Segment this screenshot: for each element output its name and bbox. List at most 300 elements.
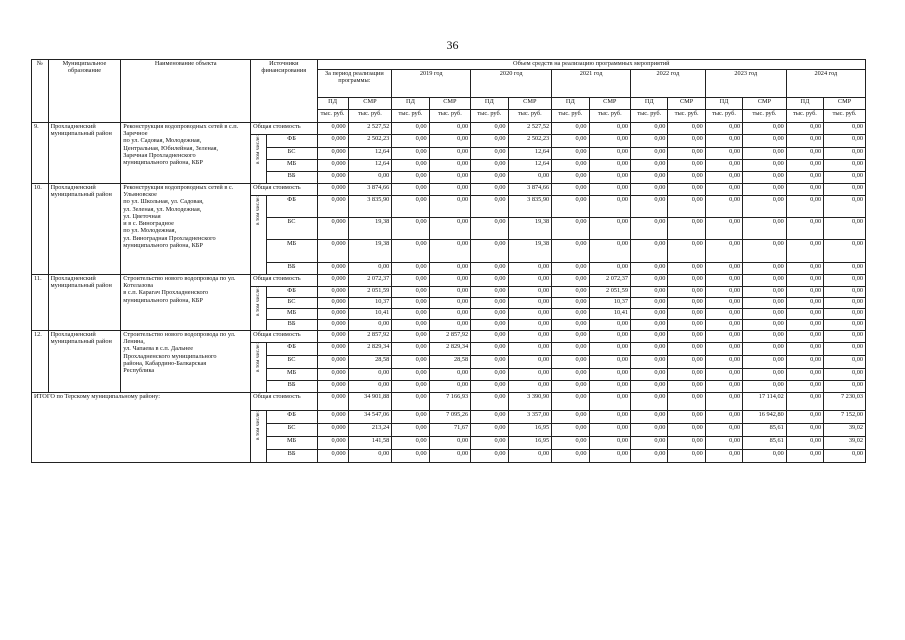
value-cell: 0,00 bbox=[429, 218, 471, 240]
value-cell: 0,00 bbox=[705, 287, 742, 298]
header-smr: СМР bbox=[743, 98, 787, 110]
value-cell: 0,00 bbox=[589, 343, 631, 356]
value-cell: 0,00 bbox=[743, 298, 787, 309]
value-cell: 0,00 bbox=[392, 411, 429, 424]
including-label bbox=[251, 135, 267, 184]
value-cell: 0,00 bbox=[705, 424, 742, 437]
header-unit: тыс. руб. bbox=[552, 110, 589, 123]
source-label: МБ bbox=[266, 369, 317, 381]
value-cell: 0,00 bbox=[824, 148, 866, 160]
value-cell: 0,00 bbox=[392, 196, 429, 218]
header-year: 2019 год bbox=[392, 70, 471, 98]
object-name: Строительство нового водопровода по ул. Ленина, ул. Чапаева в с.п. Дальнее Прохладненского муниципального района, Кабардино-Балкарская Республика bbox=[121, 331, 251, 393]
value-cell: 2 857,92 bbox=[429, 331, 471, 343]
value-cell: 0,00 bbox=[786, 343, 823, 356]
value-cell: 0,000 bbox=[317, 411, 348, 424]
value-cell: 0,00 bbox=[348, 320, 392, 331]
value-cell: 0,00 bbox=[786, 411, 823, 424]
value-cell: 0,00 bbox=[471, 240, 508, 263]
value-cell: 39,02 bbox=[824, 437, 866, 450]
value-cell: 0,00 bbox=[471, 437, 508, 450]
value-cell: 0,00 bbox=[429, 450, 471, 463]
value-cell: 0,00 bbox=[392, 356, 429, 369]
value-cell: 0,00 bbox=[392, 393, 429, 411]
value-cell: 0,00 bbox=[786, 309, 823, 320]
value-cell: 0,00 bbox=[824, 369, 866, 381]
value-cell: 0,00 bbox=[508, 298, 552, 309]
value-cell: 0,00 bbox=[705, 343, 742, 356]
page-number: 36 bbox=[446, 38, 459, 52]
value-cell: 0,00 bbox=[743, 160, 787, 172]
value-cell: 0,00 bbox=[508, 263, 552, 275]
value-cell: 0,00 bbox=[631, 275, 668, 287]
value-cell: 7 095,26 bbox=[429, 411, 471, 424]
value-cell: 0,00 bbox=[392, 298, 429, 309]
including-label bbox=[251, 411, 267, 463]
value-cell: 12,64 bbox=[508, 148, 552, 160]
value-cell: 0,00 bbox=[668, 263, 705, 275]
value-cell: 85,61 bbox=[743, 437, 787, 450]
value-cell: 2 051,59 bbox=[348, 287, 392, 298]
value-cell: 0,00 bbox=[392, 172, 429, 184]
header-pd: ПД bbox=[786, 98, 823, 110]
value-cell: 0,00 bbox=[429, 196, 471, 218]
value-cell: 0,00 bbox=[824, 240, 866, 263]
header-unit: тыс. руб. bbox=[508, 110, 552, 123]
value-cell: 3 874,66 bbox=[348, 184, 392, 196]
value-cell: 0,00 bbox=[508, 309, 552, 320]
value-cell: 0,00 bbox=[348, 369, 392, 381]
header-unit: тыс. руб. bbox=[471, 110, 508, 123]
value-cell: 0,00 bbox=[552, 148, 589, 160]
value-cell: 0,00 bbox=[471, 184, 508, 196]
value-cell: 0,00 bbox=[471, 356, 508, 369]
source-label: БС bbox=[266, 148, 317, 160]
value-cell: 17 114,02 bbox=[743, 393, 787, 411]
value-cell: 0,00 bbox=[552, 196, 589, 218]
value-cell: 0,00 bbox=[668, 287, 705, 298]
value-cell: 0,00 bbox=[705, 240, 742, 263]
object-name: Реконструкция водопроводных сетей в с. Ульяновское по ул. Школьная, ул. Садовая, ул. Зеленая, ул. Молодежная, ул. Цветочная и в с. Виноградное по ул. Молодежная, ул. Виноградная Прохладненского муниципального района, КБР bbox=[121, 184, 251, 275]
including-text: в том числе: bbox=[255, 196, 262, 226]
value-cell: 0,00 bbox=[552, 218, 589, 240]
header-smr: СМР bbox=[824, 98, 866, 110]
table-row bbox=[32, 331, 866, 343]
total-cost-label: Общая стоимость bbox=[251, 184, 317, 196]
value-cell: 0,00 bbox=[471, 309, 508, 320]
value-cell: 0,00 bbox=[429, 369, 471, 381]
value-cell: 0,000 bbox=[317, 356, 348, 369]
value-cell: 0,00 bbox=[589, 196, 631, 218]
value-cell: 0,00 bbox=[743, 123, 787, 135]
value-cell: 0,000 bbox=[317, 123, 348, 135]
value-cell: 0,00 bbox=[631, 411, 668, 424]
value-cell: 7 230,03 bbox=[824, 393, 866, 411]
value-cell: 0,00 bbox=[552, 240, 589, 263]
value-cell: 0,00 bbox=[471, 343, 508, 356]
value-cell: 0,00 bbox=[552, 356, 589, 369]
value-cell: 0,00 bbox=[392, 381, 429, 393]
value-cell: 0,000 bbox=[317, 298, 348, 309]
value-cell: 0,00 bbox=[508, 275, 552, 287]
value-cell: 0,00 bbox=[705, 218, 742, 240]
value-cell: 0,00 bbox=[348, 172, 392, 184]
including-label bbox=[251, 196, 267, 275]
value-cell: 28,58 bbox=[429, 356, 471, 369]
value-cell: 0,00 bbox=[786, 424, 823, 437]
project-number: 12. bbox=[32, 331, 49, 393]
value-cell: 0,00 bbox=[705, 263, 742, 275]
value-cell: 0,00 bbox=[429, 123, 471, 135]
value-cell: 0,00 bbox=[471, 275, 508, 287]
value-cell: 34 901,88 bbox=[348, 393, 392, 411]
value-cell: 0,00 bbox=[552, 123, 589, 135]
value-cell: 0,00 bbox=[471, 369, 508, 381]
value-cell: 0,00 bbox=[668, 218, 705, 240]
source-label: ВБ bbox=[266, 263, 317, 275]
value-cell: 0,00 bbox=[631, 287, 668, 298]
value-cell: 0,000 bbox=[317, 218, 348, 240]
value-cell: 0,00 bbox=[668, 160, 705, 172]
source-label: ФБ bbox=[266, 196, 317, 218]
value-cell: 2 072,37 bbox=[589, 275, 631, 287]
value-cell: 0,00 bbox=[786, 450, 823, 463]
value-cell: 0,00 bbox=[589, 450, 631, 463]
table-row bbox=[32, 123, 866, 135]
value-cell: 0,00 bbox=[552, 263, 589, 275]
value-cell: 0,00 bbox=[824, 123, 866, 135]
value-cell: 0,00 bbox=[743, 287, 787, 298]
value-cell: 16 942,80 bbox=[743, 411, 787, 424]
value-cell: 0,00 bbox=[429, 148, 471, 160]
value-cell: 12,64 bbox=[348, 148, 392, 160]
header-unit: тыс. руб. bbox=[317, 110, 348, 123]
value-cell: 0,00 bbox=[392, 160, 429, 172]
value-cell: 0,00 bbox=[786, 381, 823, 393]
value-cell: 0,00 bbox=[631, 424, 668, 437]
value-cell: 0,00 bbox=[631, 393, 668, 411]
value-cell: 0,00 bbox=[824, 450, 866, 463]
value-cell: 0,00 bbox=[552, 275, 589, 287]
value-cell: 0,00 bbox=[705, 411, 742, 424]
value-cell: 2 829,34 bbox=[348, 343, 392, 356]
value-cell: 0,00 bbox=[668, 172, 705, 184]
value-cell: 0,00 bbox=[824, 298, 866, 309]
value-cell: 0,00 bbox=[631, 437, 668, 450]
value-cell: 0,00 bbox=[471, 331, 508, 343]
value-cell: 0,00 bbox=[348, 263, 392, 275]
value-cell: 2 527,52 bbox=[348, 123, 392, 135]
value-cell: 0,00 bbox=[471, 218, 508, 240]
value-cell: 0,00 bbox=[786, 287, 823, 298]
value-cell: 0,00 bbox=[743, 148, 787, 160]
value-cell: 0,00 bbox=[824, 381, 866, 393]
value-cell: 7 152,00 bbox=[824, 411, 866, 424]
value-cell: 16,95 bbox=[508, 437, 552, 450]
value-cell: 19,38 bbox=[508, 240, 552, 263]
value-cell: 0,00 bbox=[631, 196, 668, 218]
value-cell: 0,00 bbox=[705, 393, 742, 411]
value-cell: 0,00 bbox=[631, 343, 668, 356]
municipality-name: Прохладненский муниципальный район bbox=[48, 331, 121, 393]
source-label: БС bbox=[266, 298, 317, 309]
value-cell: 0,00 bbox=[786, 160, 823, 172]
header-unit: тыс. руб. bbox=[631, 110, 668, 123]
header-smr: СМР bbox=[348, 98, 392, 110]
table-row bbox=[32, 393, 866, 411]
municipality-name: Прохладненский муниципальный район bbox=[48, 184, 121, 275]
value-cell: 0,000 bbox=[317, 424, 348, 437]
value-cell: 0,00 bbox=[743, 331, 787, 343]
financing-table bbox=[31, 59, 866, 463]
value-cell: 0,00 bbox=[824, 275, 866, 287]
value-cell: 28,58 bbox=[348, 356, 392, 369]
value-cell: 0,00 bbox=[743, 309, 787, 320]
header-year: 2023 год bbox=[705, 70, 786, 98]
header-smr: СМР bbox=[429, 98, 471, 110]
value-cell: 0,00 bbox=[392, 287, 429, 298]
header-unit: тыс. руб. bbox=[743, 110, 787, 123]
value-cell: 0,00 bbox=[589, 331, 631, 343]
value-cell: 0,00 bbox=[743, 275, 787, 287]
source-label: БС bbox=[266, 356, 317, 369]
value-cell: 0,00 bbox=[631, 184, 668, 196]
value-cell: 0,000 bbox=[317, 148, 348, 160]
source-label: БС bbox=[266, 424, 317, 437]
value-cell: 0,000 bbox=[317, 331, 348, 343]
value-cell: 0,00 bbox=[471, 148, 508, 160]
value-cell: 0,00 bbox=[589, 184, 631, 196]
value-cell: 34 547,06 bbox=[348, 411, 392, 424]
source-label: МБ bbox=[266, 309, 317, 320]
value-cell: 0,00 bbox=[743, 263, 787, 275]
value-cell: 0,00 bbox=[471, 263, 508, 275]
value-cell: 0,00 bbox=[429, 309, 471, 320]
value-cell: 0,00 bbox=[705, 298, 742, 309]
source-label: ФБ bbox=[266, 411, 317, 424]
value-cell: 0,00 bbox=[589, 123, 631, 135]
value-cell: 0,00 bbox=[743, 184, 787, 196]
value-cell: 0,00 bbox=[668, 320, 705, 331]
value-cell: 2 072,37 bbox=[348, 275, 392, 287]
value-cell: 0,00 bbox=[589, 172, 631, 184]
value-cell: 0,00 bbox=[508, 369, 552, 381]
value-cell: 0,00 bbox=[471, 450, 508, 463]
value-cell: 3 835,90 bbox=[348, 196, 392, 218]
header-pd: ПД bbox=[392, 98, 429, 110]
source-label: МБ bbox=[266, 240, 317, 263]
value-cell: 0,00 bbox=[552, 437, 589, 450]
header-year: 2022 год bbox=[631, 70, 706, 98]
header-unit: тыс. руб. bbox=[786, 110, 823, 123]
source-label: ФБ bbox=[266, 343, 317, 356]
source-label: МБ bbox=[266, 437, 317, 450]
value-cell: 2 829,34 bbox=[429, 343, 471, 356]
source-label: ВБ bbox=[266, 320, 317, 331]
value-cell: 10,41 bbox=[589, 309, 631, 320]
value-cell: 0,00 bbox=[471, 393, 508, 411]
value-cell: 0,00 bbox=[824, 196, 866, 218]
value-cell: 0,000 bbox=[317, 263, 348, 275]
including-text: в том числе: bbox=[255, 135, 262, 165]
header-pd: ПД bbox=[705, 98, 742, 110]
value-cell: 12,64 bbox=[508, 160, 552, 172]
value-cell: 0,00 bbox=[668, 309, 705, 320]
value-cell: 0,00 bbox=[631, 298, 668, 309]
value-cell: 0,00 bbox=[631, 450, 668, 463]
project-number: 11. bbox=[32, 275, 49, 331]
value-cell: 0,00 bbox=[705, 309, 742, 320]
value-cell: 0,00 bbox=[824, 331, 866, 343]
value-cell: 0,00 bbox=[392, 148, 429, 160]
value-cell: 0,00 bbox=[786, 320, 823, 331]
value-cell: 0,00 bbox=[668, 123, 705, 135]
value-cell: 0,00 bbox=[786, 356, 823, 369]
value-cell: 0,00 bbox=[392, 263, 429, 275]
value-cell: 0,00 bbox=[552, 450, 589, 463]
value-cell: 0,00 bbox=[824, 135, 866, 148]
value-cell: 0,00 bbox=[589, 437, 631, 450]
header-pd: ПД bbox=[552, 98, 589, 110]
value-cell: 3 390,90 bbox=[508, 393, 552, 411]
value-cell: 0,00 bbox=[392, 275, 429, 287]
value-cell: 0,00 bbox=[508, 343, 552, 356]
value-cell: 0,00 bbox=[786, 298, 823, 309]
value-cell: 0,000 bbox=[317, 320, 348, 331]
value-cell: 0,00 bbox=[631, 331, 668, 343]
value-cell: 0,00 bbox=[631, 263, 668, 275]
value-cell: 0,00 bbox=[786, 123, 823, 135]
value-cell: 0,00 bbox=[392, 450, 429, 463]
value-cell: 3 835,90 bbox=[508, 196, 552, 218]
value-cell: 0,00 bbox=[668, 437, 705, 450]
value-cell: 0,00 bbox=[631, 160, 668, 172]
value-cell: 0,00 bbox=[668, 298, 705, 309]
value-cell: 19,38 bbox=[348, 240, 392, 263]
header-municipality: Муниципальное образование bbox=[48, 60, 121, 123]
value-cell: 0,00 bbox=[471, 135, 508, 148]
value-cell: 0,000 bbox=[317, 309, 348, 320]
header-smr: СМР bbox=[508, 98, 552, 110]
value-cell: 0,00 bbox=[743, 343, 787, 356]
value-cell: 0,00 bbox=[786, 369, 823, 381]
value-cell: 0,00 bbox=[824, 287, 866, 298]
value-cell: 0,00 bbox=[786, 148, 823, 160]
value-cell: 0,00 bbox=[552, 287, 589, 298]
table-row bbox=[32, 275, 866, 287]
value-cell: 0,00 bbox=[552, 135, 589, 148]
value-cell: 141,58 bbox=[348, 437, 392, 450]
value-cell: 0,000 bbox=[317, 287, 348, 298]
value-cell: 0,00 bbox=[631, 240, 668, 263]
header-year: 2024 год bbox=[786, 70, 865, 98]
value-cell: 0,000 bbox=[317, 437, 348, 450]
value-cell: 0,00 bbox=[589, 369, 631, 381]
value-cell: 0,00 bbox=[508, 287, 552, 298]
value-cell: 0,00 bbox=[392, 320, 429, 331]
value-cell: 0,00 bbox=[392, 369, 429, 381]
value-cell: 0,00 bbox=[508, 331, 552, 343]
value-cell: 10,37 bbox=[589, 298, 631, 309]
value-cell: 0,00 bbox=[705, 275, 742, 287]
value-cell: 0,00 bbox=[824, 343, 866, 356]
value-cell: 0,00 bbox=[508, 320, 552, 331]
value-cell: 0,00 bbox=[705, 437, 742, 450]
value-cell: 0,00 bbox=[786, 218, 823, 240]
value-cell: 0,00 bbox=[589, 411, 631, 424]
project-number: 10. bbox=[32, 184, 49, 275]
value-cell: 0,00 bbox=[429, 287, 471, 298]
value-cell: 0,00 bbox=[668, 424, 705, 437]
value-cell: 7 166,93 bbox=[429, 393, 471, 411]
header-unit: тыс. руб. bbox=[392, 110, 429, 123]
including-text: в том числе: bbox=[255, 411, 262, 441]
value-cell: 0,00 bbox=[824, 263, 866, 275]
value-cell: 0,00 bbox=[705, 196, 742, 218]
object-name: Реконструкция водопроводных сетей в с.п. Заречное по ул. Садовая, Молодежная, Центральная, Юбилейная, Зеленая, Заречная Прохладненского муниципального района, КБР bbox=[121, 123, 251, 184]
value-cell: 0,000 bbox=[317, 196, 348, 218]
value-cell: 0,00 bbox=[552, 393, 589, 411]
value-cell: 0,00 bbox=[705, 356, 742, 369]
value-cell: 0,00 bbox=[786, 263, 823, 275]
value-cell: 0,00 bbox=[705, 331, 742, 343]
including-text: в том числе: bbox=[255, 287, 262, 317]
header-volume: Объем средств на реализацию программных мероприятий bbox=[317, 60, 866, 70]
source-label: ФБ bbox=[266, 135, 317, 148]
source-label: МБ bbox=[266, 160, 317, 172]
value-cell: 0,00 bbox=[429, 240, 471, 263]
value-cell: 0,00 bbox=[392, 184, 429, 196]
value-cell: 0,00 bbox=[392, 424, 429, 437]
value-cell: 0,00 bbox=[429, 381, 471, 393]
value-cell: 0,00 bbox=[392, 218, 429, 240]
source-label: ФБ bbox=[266, 287, 317, 298]
value-cell: 0,00 bbox=[786, 135, 823, 148]
header-pd: ПД bbox=[317, 98, 348, 110]
value-cell: 0,00 bbox=[589, 148, 631, 160]
value-cell: 0,00 bbox=[668, 275, 705, 287]
value-cell: 0,00 bbox=[631, 135, 668, 148]
header-unit: тыс. руб. bbox=[429, 110, 471, 123]
header-unit: тыс. руб. bbox=[589, 110, 631, 123]
value-cell: 0,00 bbox=[824, 218, 866, 240]
object-name: Строительство нового водопровода по ул. Котелазова в с.п. Карагач Прохладненского муниципального района, КБР bbox=[121, 275, 251, 331]
value-cell: 0,00 bbox=[552, 298, 589, 309]
value-cell: 0,000 bbox=[317, 240, 348, 263]
total-cost-label: Общая стоимость bbox=[251, 275, 317, 287]
value-cell: 0,00 bbox=[508, 356, 552, 369]
value-cell: 3 357,00 bbox=[508, 411, 552, 424]
value-cell: 0,00 bbox=[668, 196, 705, 218]
total-cost-label: Общая стоимость bbox=[251, 123, 317, 135]
total-cost-label: Общая стоимость bbox=[251, 331, 317, 343]
value-cell: 0,00 bbox=[429, 275, 471, 287]
value-cell: 0,000 bbox=[317, 135, 348, 148]
value-cell: 0,00 bbox=[743, 450, 787, 463]
value-cell: 19,38 bbox=[348, 218, 392, 240]
value-cell: 0,00 bbox=[743, 172, 787, 184]
value-cell: 0,000 bbox=[317, 184, 348, 196]
value-cell: 0,000 bbox=[317, 275, 348, 287]
including-text: в том числе: bbox=[255, 343, 262, 373]
value-cell: 2 502,23 bbox=[348, 135, 392, 148]
value-cell: 0,00 bbox=[705, 450, 742, 463]
value-cell: 0,00 bbox=[824, 309, 866, 320]
value-cell: 0,00 bbox=[668, 381, 705, 393]
value-cell: 0,00 bbox=[589, 135, 631, 148]
value-cell: 0,000 bbox=[317, 172, 348, 184]
value-cell: 0,00 bbox=[705, 320, 742, 331]
